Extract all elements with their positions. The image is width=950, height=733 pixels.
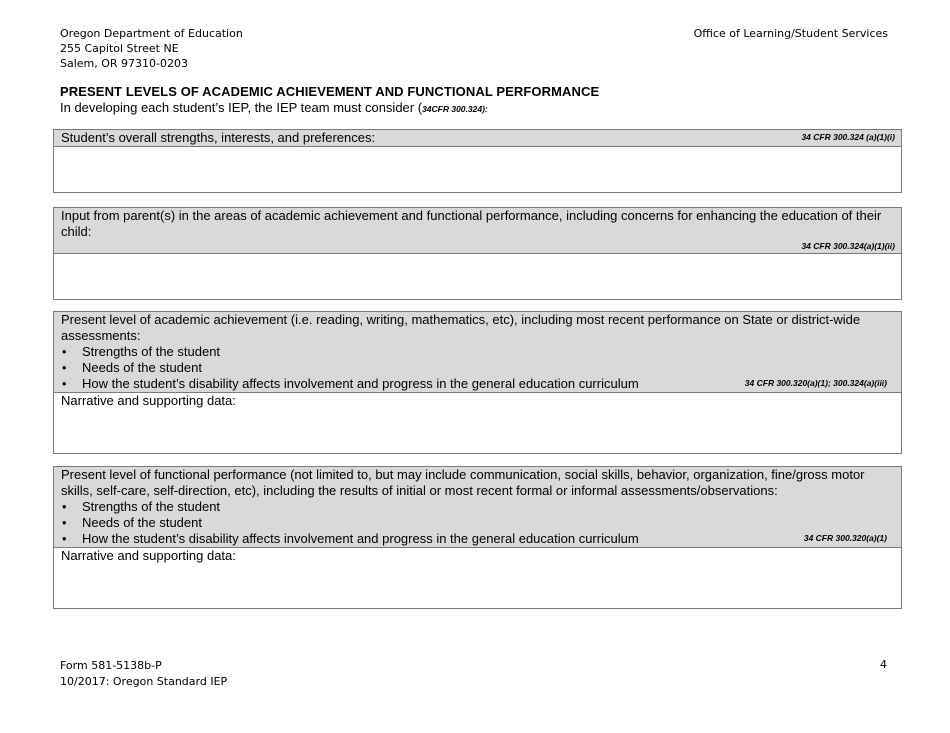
bullet-item: • Strengths of the student xyxy=(61,499,895,515)
org-name: Oregon Department of Education xyxy=(60,27,243,40)
subtitle-text: In developing each student’s IEP, the IEP team must consider ( xyxy=(60,100,423,115)
section-functional-heading: Present level of functional performance (not limited to, but may include communication, social skills, behavior, organization, fine/gross motor skills, self-care, self-direction, etc), including the results of initial or most recent formal or informal assessments/observations: xyxy=(61,467,865,498)
section-parent-input xyxy=(53,207,902,300)
org-city: Salem, OR 97310-0203 xyxy=(60,57,189,70)
section-strengths-header xyxy=(54,130,901,147)
section-functional xyxy=(53,466,902,609)
office-name: Office of Learning/Student Services xyxy=(693,27,888,40)
section-academic-heading: Present level of academic achievement (i.e. reading, writing, mathematics, etc), including most recent performance on State or district-wide assessments: xyxy=(61,312,861,343)
section-academic-citation: 34 CFR 300.320(a)(1); 300.324(a)(iii) xyxy=(744,378,887,388)
bullet-item: • How the student’s disability affects involvement and progress in the general education curriculum 34 CFR 300.320(a)(1) xyxy=(61,531,895,547)
section-parent-input-citation: 34 CFR 300.324(a)(1)(ii) xyxy=(801,241,895,251)
form-date: 10/2017: Oregon Standard IEP xyxy=(60,675,228,688)
page-subtitle xyxy=(60,100,488,115)
section-parent-input-header xyxy=(54,208,901,254)
narrative-label: Narrative and supporting data: xyxy=(61,393,236,408)
subtitle-citation: 34CFR 300.324): xyxy=(422,104,488,114)
bullet-item: • How the student’s disability affects involvement and progress in the general education curriculum 34 CFR 300.320(a)(1); 300.324(a)(iii) xyxy=(61,376,895,392)
page-title: PRESENT LEVELS OF ACADEMIC ACHIEVEMENT AND FUNCTIONAL PERFORMANCE xyxy=(60,84,600,99)
bullet-item: • Strengths of the student xyxy=(61,344,895,360)
section-academic-header xyxy=(54,312,901,393)
section-functional-header xyxy=(54,467,901,548)
bullet-item: • Needs of the student xyxy=(61,360,895,376)
org-street: 255 Capitol Street NE xyxy=(60,42,179,55)
section-functional-citation: 34 CFR 300.320(a)(1) xyxy=(803,533,887,543)
form-number: Form 581-5138b-P xyxy=(60,659,162,672)
section-parent-input-response-field[interactable] xyxy=(54,254,901,299)
section-strengths-heading: Student’s overall strengths, interests, and preferences: xyxy=(61,130,376,145)
org-address xyxy=(60,26,243,71)
section-strengths-citation: 34 CFR 300.324 (a)(1)(i) xyxy=(801,132,895,142)
section-academic xyxy=(53,311,902,454)
bullet-item: • Needs of the student xyxy=(61,515,895,531)
section-strengths-response-field[interactable] xyxy=(54,147,901,192)
narrative-label: Narrative and supporting data: xyxy=(61,548,236,563)
section-functional-narrative-field[interactable] xyxy=(54,548,901,608)
section-parent-input-heading: Input from parent(s) in the areas of academic achievement and functional performance, including concerns for enhancing the education of their child: xyxy=(61,208,882,239)
section-strengths xyxy=(53,129,902,193)
section-academic-narrative-field[interactable] xyxy=(54,393,901,453)
page-number: 4 xyxy=(880,658,887,671)
form-footer xyxy=(60,658,227,690)
